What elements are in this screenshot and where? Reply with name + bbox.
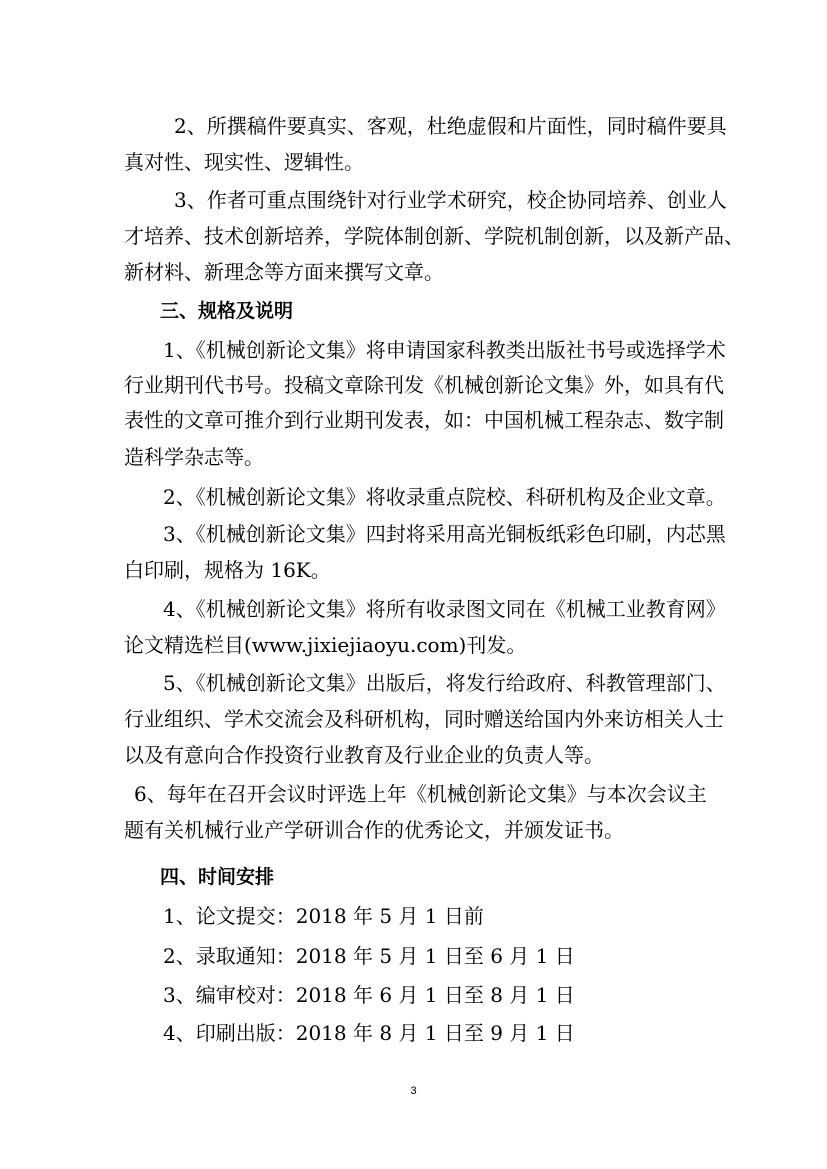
s4-item4: 4、印刷出版：2018 年 8 月 1 日至 9 月 1 日 [163, 1021, 575, 1045]
s3-item5-line1: 5、《机械创新论文集》出版后，将发行给政府、科教管理部门、 [163, 671, 726, 695]
s3-item5-line2: 行业组织、学术交流会及科研机构，同时赠送给国内外来访相关人士 [124, 707, 724, 731]
item3-line1: 3、作者可重点围绕针对行业学术研究，校企协同培养、创业人 [174, 188, 727, 212]
s3-item1-line4: 造科学杂志等。 [124, 445, 264, 469]
item3-line3: 新材料、新理念等方面来撰写文章。 [124, 260, 444, 284]
s4-item3: 3、编审校对：2018 年 6 月 1 日至 8 月 1 日 [163, 983, 575, 1007]
section4-heading: 四、时间安排 [160, 866, 275, 888]
item3-line2: 才培养、技术创新培养，学院体制创新、学院机制创新，以及新产品、 [124, 224, 744, 248]
item2-line2: 真对性、现实性、逻辑性。 [124, 150, 364, 174]
s3-item4-line1: 4、《机械创新论文集》将所有收录图文同在《机械工业教育网》 [163, 597, 726, 621]
s3-item3-line1: 3、《机械创新论文集》四封将采用高光铜板纸彩色印刷，内芯黑 [163, 522, 726, 546]
s3-item2-line1: 2、《机械创新论文集》将收录重点院校、科研机构及企业文章。 [163, 485, 726, 509]
s3-item1-line1: 1、《机械创新论文集》将申请国家科教类出版社书号或选择学术 [163, 338, 726, 362]
s4-item2: 2、录取通知：2018 年 5 月 1 日至 6 月 1 日 [163, 944, 575, 968]
item2-line1: 2、所撰稿件要真实、客观，杜绝虚假和片面性，同时稿件要具 [174, 114, 727, 138]
s3-item3-line2: 白印刷，规格为 16K。 [124, 558, 331, 582]
s3-item6-line2: 题有关机械行业产学研训合作的优秀论文，并颁发证书。 [124, 818, 624, 842]
s3-item5-line3: 以及有意向合作投资行业教育及行业企业的负责人等。 [124, 743, 604, 767]
s3-item1-line3: 表性的文章可推介到行业期刊发表，如：中国机械工程杂志、数字制 [124, 408, 724, 432]
page-number: 3 [410, 1085, 417, 1097]
s4-item1: 1、论文提交：2018 年 5 月 1 日前 [163, 904, 484, 928]
s3-item1-line2: 行业期刊代书号。投稿文章除刊发《机械创新论文集》外，如具有代 [124, 373, 724, 397]
section3-heading: 三、规格及说明 [160, 300, 294, 322]
s3-item4-line2: 论文精选栏目(www.jixiejiaoyu.com)刊发。 [124, 633, 527, 657]
s3-item6-line1: 6、每年在召开会议时评选上年《机械创新论文集》与本次会议主 [134, 782, 707, 806]
